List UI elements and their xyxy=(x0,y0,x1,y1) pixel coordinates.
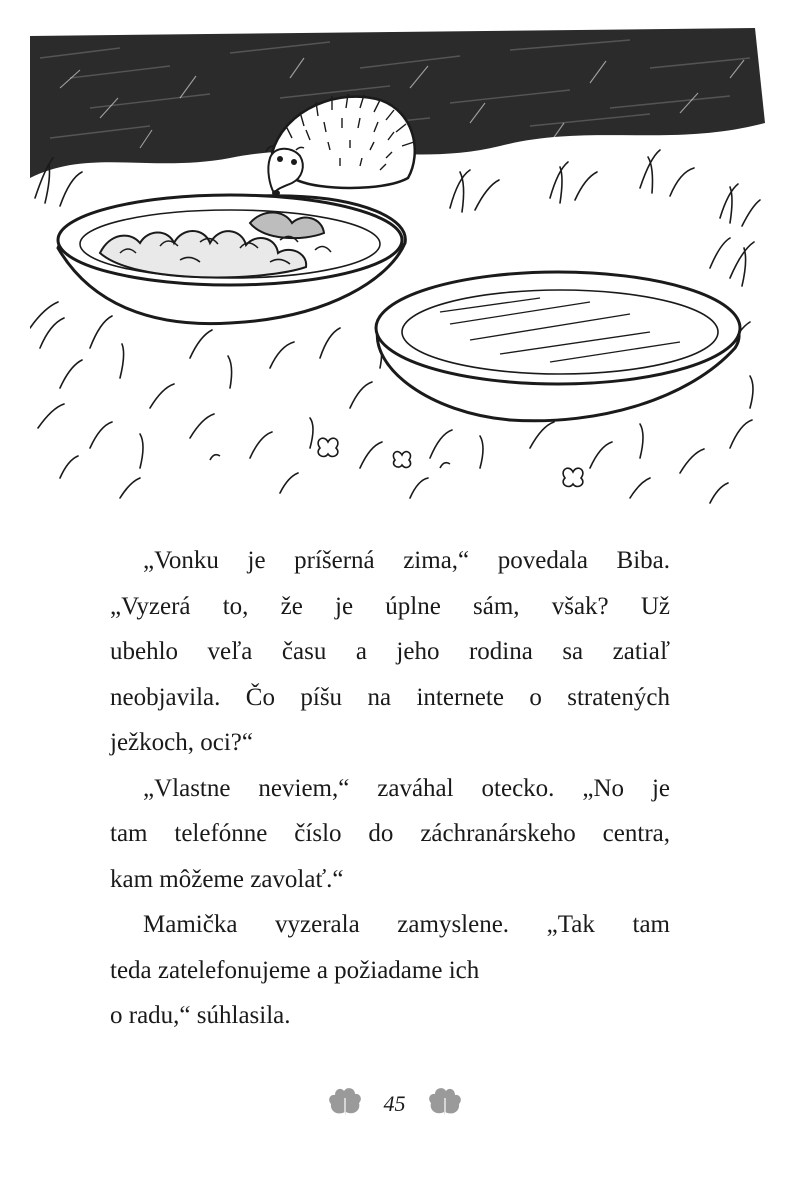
text-line: Mamička vyzerala zamyslene. „Tak tam xyxy=(143,911,670,938)
text-line: neobjavila. Čo píšu na internete o stratených xyxy=(110,683,670,711)
leaf-icon xyxy=(328,1086,362,1122)
text-line: „Vyzerá to, že je úplne sám, však? Už xyxy=(110,592,670,620)
leaf-icon xyxy=(428,1086,462,1122)
text-line: ježkoch, oci?“ xyxy=(110,729,253,756)
text-line: ubehlo veľa času a jeho rodina sa zatiaľ xyxy=(110,638,670,665)
paragraph-2 xyxy=(110,766,670,903)
text-line: teda zatelefonujeme a požiadame ich xyxy=(110,956,480,984)
text-line: tam telefónne číslo do záchranárskeho centra, xyxy=(110,820,670,847)
page-footer xyxy=(0,1082,789,1126)
text-line: o radu,“ súhlasila. xyxy=(110,1002,291,1029)
food-bowl xyxy=(58,195,405,324)
text-line: „Vonku je príšerná zima,“ povedala Biba. xyxy=(143,547,670,574)
text-line: „Vlastne neviem,“ zaváhal otecko. „No je xyxy=(143,774,670,802)
text-line: kam môžeme zavolať.“ xyxy=(110,865,344,893)
water-bowl xyxy=(376,272,740,421)
hedgehog-bowls-illustration xyxy=(30,28,765,513)
page-number: 45 xyxy=(383,1091,406,1116)
paragraph-3 xyxy=(110,902,670,1039)
clover-marks xyxy=(210,438,583,486)
body-text xyxy=(110,538,670,1039)
paragraph-1 xyxy=(110,538,670,766)
